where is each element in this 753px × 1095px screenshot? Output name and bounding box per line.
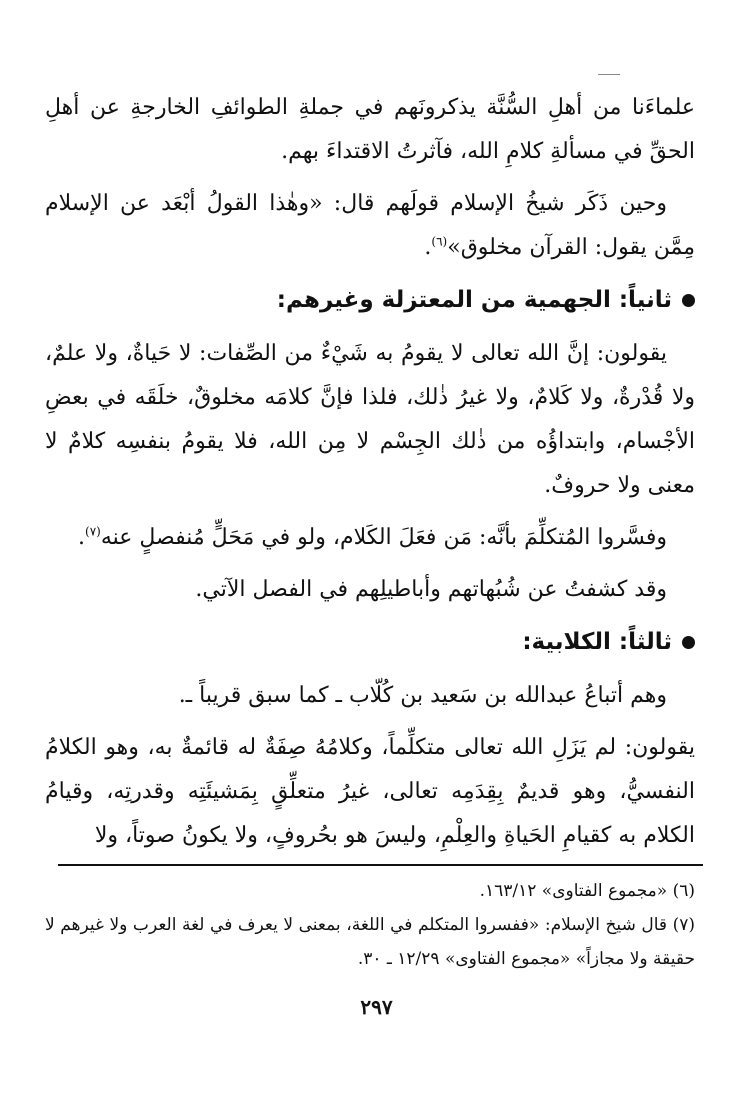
- paragraph-2-text: وحين ذَكَر شيخُ الإسلام قولَهم قال: «وهٰذا القولُ أبْعَد عن الإسلام مِمَّن يقول: القرآن مخلوق»: [45, 191, 695, 260]
- paragraph-4-text: وفسَّروا المُتكلِّمَ بأنَّه: مَن فعَلَ الكَلام، ولو في مَحَلٍّ مُنفصلٍ عنه: [100, 525, 667, 550]
- top-decorative-rule: [598, 74, 620, 75]
- footnote-separator: [58, 864, 703, 866]
- section-heading-kullabiyya: [45, 620, 695, 664]
- paragraph-6: وهم أتباعُ عبدالله بن سَعيد بن كُلّاب ـ كما سبق قريباً ـ.: [178, 683, 667, 708]
- paragraph-7: يقولون: لم يَزَلِ الله تعالى متكلِّماً، وكلامُهُ صِفَةٌ له قائمةٌ به، وهو الكلامُ النفسيُّ، وهو قديمٌ بِقِدَمِه تعالى، غيرُ متعلِّقٍ بِمَشيئَتِه وقدرتِه، وقيامُ الكلام به كقيامِ الحَياةِ والعِلْمِ، وليسَ هو بحُروفٍ، ولا يكونُ صوتاً، ولا: [45, 735, 695, 848]
- bullet-icon: [682, 294, 695, 307]
- page-number: ٢٩٧: [360, 995, 393, 1019]
- footnote-ref-6: (٦): [431, 234, 448, 249]
- footnote-7: (٧) قال شيخ الإسلام: «ففسروا المتكلم في اللغة، بمعنى لا يعرف في لغة العرب ولا غيرهم لا حقيقة ولا مجازاً» «مجموع الفتاوى» ١٢/٢٩ ـ ٣٠.: [45, 915, 695, 969]
- section-heading-jahmiyya-text: ثانياً: الجهمية من المعتزلة وغيرهم:: [276, 287, 672, 313]
- paragraph-2-end: .: [424, 235, 432, 260]
- footnote-ref-7: (٧): [85, 524, 101, 539]
- bullet-icon: [682, 636, 695, 649]
- paragraph-1: علماءَنا من أهلِ السُّنَّة يذكرونَهم في جملةِ الطوائفِ الخارجةِ عن أهلِ الحقِّ في مسألةِ كلامِ الله، فآثرتُ الاقتداءَ بهم.: [45, 95, 695, 164]
- paragraph-5: وقد كشفتُ عن شُبُهاتهم وأباطيلِهم في الفصل الآتي.: [195, 577, 667, 602]
- main-text: [45, 86, 695, 866]
- footnote-6: (٦) «مجموع الفتاوى» ١٦٣/١٢.: [479, 881, 695, 901]
- paragraph-2: [45, 182, 695, 270]
- paragraph-3: يقولون: إنَّ الله تعالى لا يقومُ به شَيْءٌ من الصِّفات: لا حَياةٌ، ولا علمٌ، ولا قُدْرةٌ، ولا كَلامٌ، ولا غيرُ ذٰلك، فلذا فإنَّ كلامَه مخلوقٌ، خلَقَه في بعضِ الأجْسام، وابتداؤُه من ذٰلك الجِسْم لا مِن الله، فلا يقومُ بنفسِه كلامٌ لا معنى ولا حروفٌ.: [45, 341, 695, 498]
- section-heading-jahmiyya: [45, 278, 695, 322]
- paragraph-4-end: .: [78, 525, 86, 550]
- section-heading-kullabiyya-text: ثالثاً: الكلابية:: [522, 629, 672, 655]
- footnotes: [45, 874, 695, 976]
- paragraph-4: [45, 516, 695, 560]
